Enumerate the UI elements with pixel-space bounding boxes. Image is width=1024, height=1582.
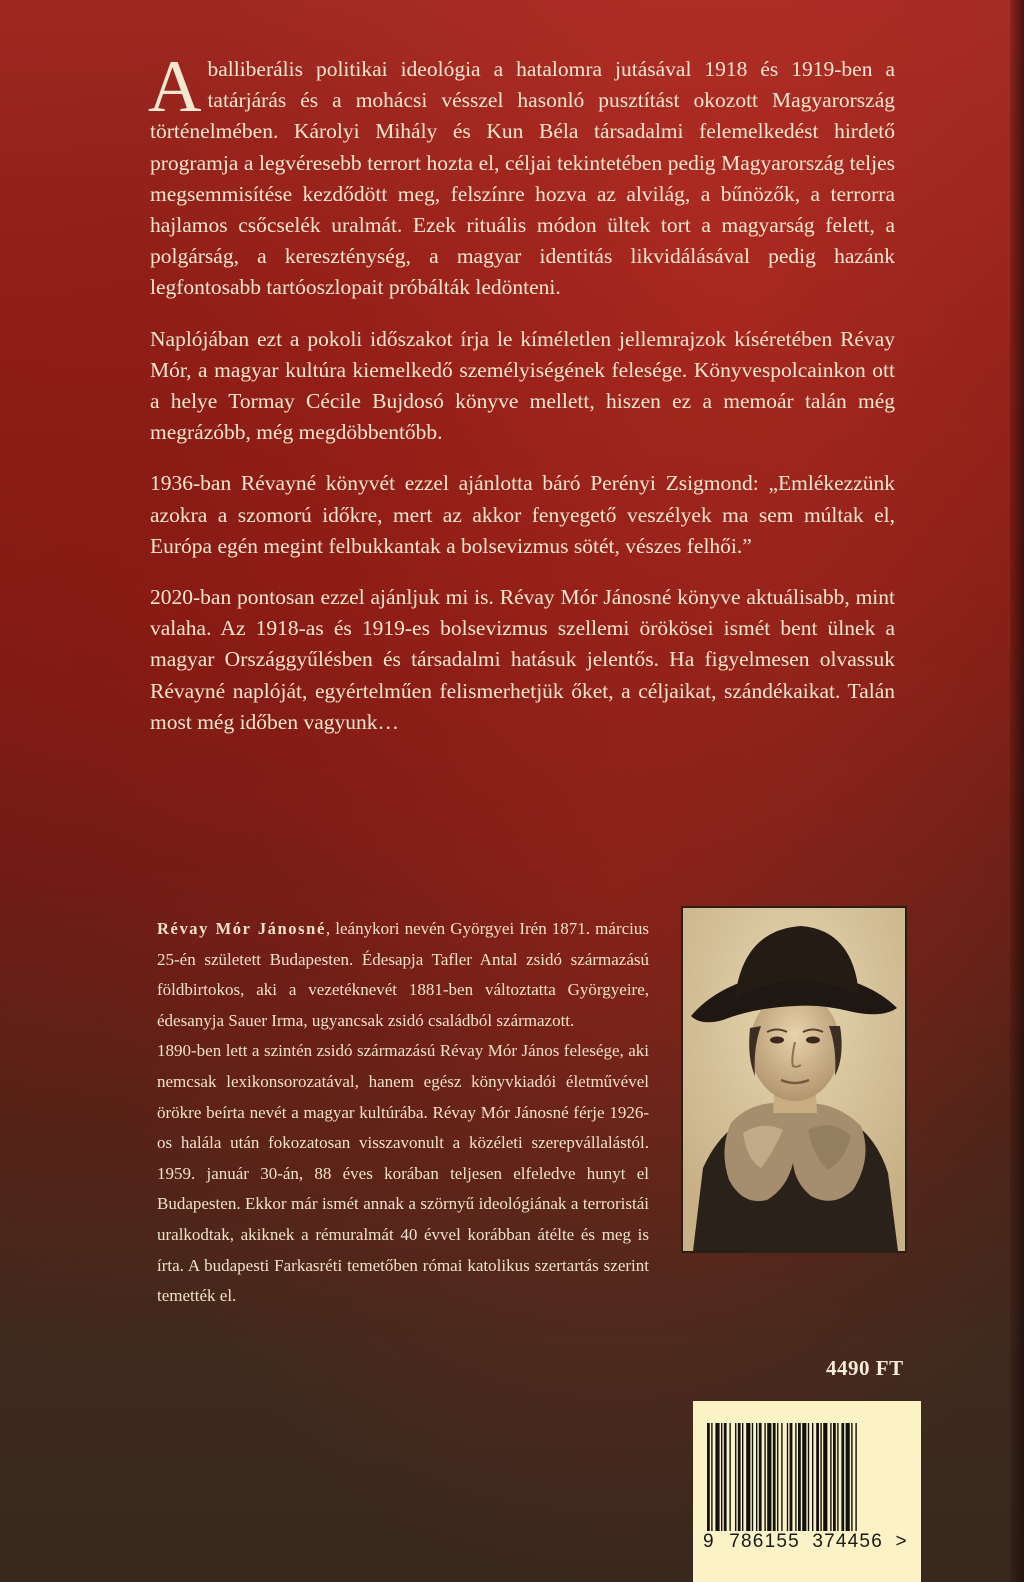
barcode-label <box>693 1401 921 1582</box>
barcode-bar <box>721 1423 722 1531</box>
drop-cap: A <box>148 46 202 128</box>
barcode-bar <box>764 1423 765 1531</box>
barcode-bar <box>802 1423 806 1531</box>
barcode-bar <box>759 1423 762 1531</box>
portrait-illustration <box>683 908 905 1251</box>
isbn-number <box>703 1531 918 1553</box>
barcode-bar <box>820 1423 821 1531</box>
isbn-group-1: 786155 <box>729 1531 800 1552</box>
barcode-bar <box>795 1423 796 1531</box>
barcode-bar <box>846 1423 850 1531</box>
isbn-group-2: 374456 <box>812 1531 883 1552</box>
barcode-bar <box>777 1423 778 1531</box>
author-name: Révay Mór Jánosné <box>157 919 326 938</box>
barcode-bar <box>812 1423 813 1531</box>
bio-paragraph-1 <box>157 914 649 1036</box>
barcode-bar <box>830 1423 831 1531</box>
isbn-tail-marker: > <box>895 1531 908 1552</box>
author-portrait <box>683 908 905 1251</box>
barcode-bar <box>833 1423 836 1531</box>
blurb-paragraph-3: 1936-ban Révayné könyvét ezzel ajánlotta báró Perényi Zsigmond: „Emlékezzünk azokra a szomorú időkre, mert az akkor fenyegető veszélyek ma sem múltak el, Európa egén megint felbukkantak a bolsevizmus sötét, vészes felhői.” <box>150 471 895 558</box>
barcode-bar <box>752 1423 753 1531</box>
barcode-bar <box>841 1423 844 1531</box>
barcode-bar <box>707 1423 710 1531</box>
barcode-bar <box>773 1423 776 1531</box>
barcode-bar <box>855 1423 856 1531</box>
barcode-bar <box>808 1423 809 1531</box>
barcode-bar <box>746 1423 750 1531</box>
barcode-bar <box>787 1423 788 1531</box>
barcode-bar <box>790 1423 793 1531</box>
barcode-bar <box>781 1423 782 1531</box>
barcode-bar <box>729 1423 730 1531</box>
barcode-bar <box>767 1423 771 1531</box>
blurb-paragraph-2: Naplójában ezt a pokoli időszakot írja le kíméletlen jellemrajzok kíséretében Révay Mór, a magyar kultúra kiemelkedő személyiségének felesége. Könyvespolcainkon ott a helye Tormay Cécile Bujdosó könyve mellett, hiszen ez a memoár talán még megrázóbb, még megdöbbentőbb. <box>150 326 895 445</box>
barcode-bar <box>851 1423 852 1531</box>
author-bio <box>157 914 649 1312</box>
barcode-bars <box>707 1423 907 1531</box>
barcode-bar <box>715 1423 719 1531</box>
barcode-bar <box>742 1423 743 1531</box>
blurb-paragraph-1 <box>148 46 895 304</box>
bio-paragraph-1-text: , leánykori nevén Györgyei Irén 1871. március 25-én született Budapesten. Édesapja Tafler Antal zsidó származású földbirtokos, aki a vezetéknevét 1881-ben változtatta Györgyeire, édesanyja Sauer Irma, ugyancsak zsidó családból származott. <box>157 919 649 1030</box>
barcode-bar <box>735 1423 736 1531</box>
barcode-bar <box>711 1423 712 1531</box>
barcode-bar <box>823 1423 827 1531</box>
blurb <box>148 46 895 758</box>
barcode-bar <box>724 1423 727 1531</box>
blurb-paragraph-4: 2020-ban pontosan ezzel ajánljuk mi is. Révay Mór Jánosné könyve aktuálisabb, mint valaha. Az 1918-as és 1919-es bolsevizmus szellemi örökösei ismét bent ülnek a magyar Országgyűlésben és társadalmi hatásuk jelentős. Ha figyelmesen olvassuk Révayné naplóját, egyértelműen felismerhetjük őket, a céljaikat, szándékaikat. Talán most még időben vagyunk… <box>150 585 895 734</box>
barcode-bar <box>798 1423 801 1531</box>
spine-edge <box>1010 0 1024 1582</box>
blurb-paragraph-1-text: balliberális politikai ideológia a hatalomra jutásával 1918 és 1919-ben a tatárjárás és a mohácsi vésszel hasonló pusztítást okozott Magyarország történelmében. Károlyi Mihály és Kun Béla társadalmi felemelkedést hirdető programja a legvéresebb terrort hozta el, céljai tekintetében pedig Magyarország teljes megsemmisítése kezdődött meg, felszínre hozva az alvilág, a bűnözők, a terrorra hajlamos csőcselék uralmát. Ezek rituális módon ültek tort a magyarság felett, a polgárság, a kereszténység, a magyar identitás likvidálásával pedig hazánk legfontosabb tartóoszlopait próbálták ledönteni. <box>150 57 895 300</box>
barcode-bar <box>837 1423 838 1531</box>
isbn-lead-digit: 9 <box>703 1531 715 1552</box>
barcode-bar <box>738 1423 741 1531</box>
price: 4490 FT <box>826 1356 904 1380</box>
barcode-bar <box>756 1423 757 1531</box>
barcode-bar <box>816 1423 819 1531</box>
bio-paragraph-2: 1890-ben lett a szintén zsidó származású Révay Mór János felesége, aki nemcsak lexikonsorozatával, hanem egész könyvkiadói életművével örökre beírta nevét a magyar kultúrába. Révay Mór Jánosné férje 1926-os halála után fokozatosan visszavonult a közéleti szerepvállalástól. 1959. január 30-án, 88 éves korában teljesen elfeledve hunyt el Budapesten. Ekkor már ismét annak a szörnyű ideológiának a terroristái uralkodtak, akiknek a rémuralmát 40 évvel korábban átélte és meg is írta. A budapesti Farkasréti temetőben római katolikus szertartás szerint temették el. <box>157 1041 649 1306</box>
